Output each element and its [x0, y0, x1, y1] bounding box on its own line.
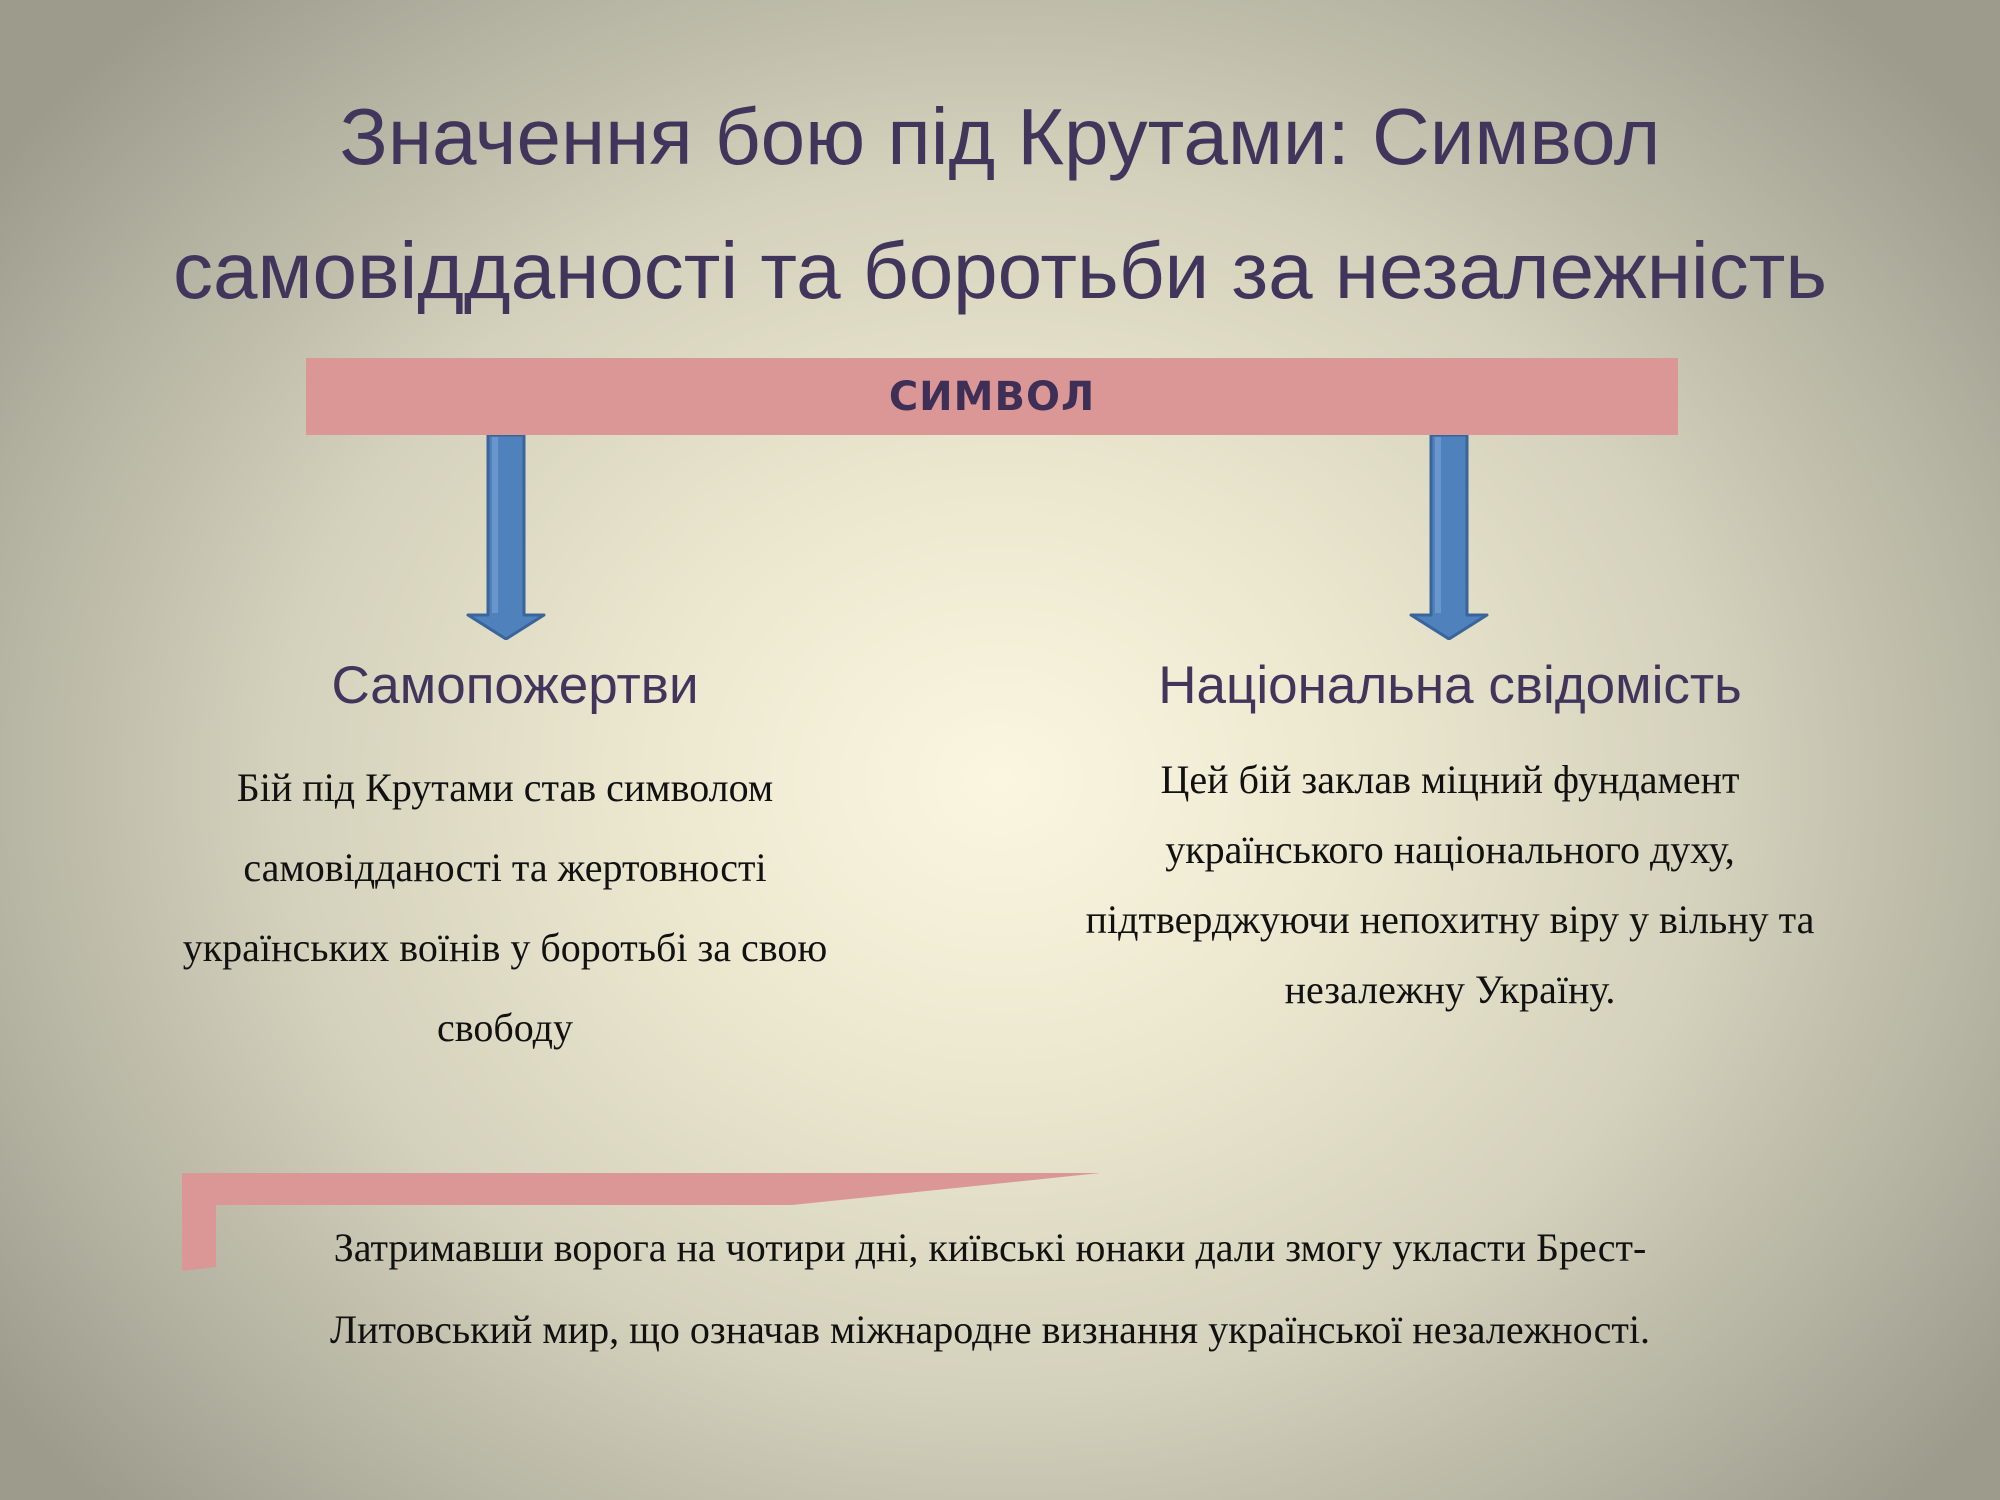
slide-title: Значення бою під Крутами: Символ самовідданості та боротьби за незалежність [172, 92, 1828, 315]
text-national-consciousness: Цей бій заклав міцний фундамент українського національного духу, підтверджуючи непохитну віру у вільну та незалежну Україну. [1085, 757, 1815, 1012]
text-self-sacrifice: Бій під Крутами став символом самовідданості та жертовності українських воїнів у боротьбі за свою свободу [182, 765, 828, 1050]
heading-national-consciousness: Національна свідомість [1158, 656, 1742, 715]
text-brest-litovsk: Затримавши ворога на чотири дні, київські юнаки дали змогу укласти Брест-Литовський мир, що означав міжнародне визнання української незалежності. [330, 1225, 1650, 1352]
heading-self-sacrifice: Самопожертви [331, 656, 699, 715]
down-arrow-icon [1409, 435, 1489, 640]
symbol-banner [306, 358, 1678, 435]
down-arrow-icon [466, 435, 546, 640]
symbol-label: СИМВОЛ [888, 373, 1096, 420]
